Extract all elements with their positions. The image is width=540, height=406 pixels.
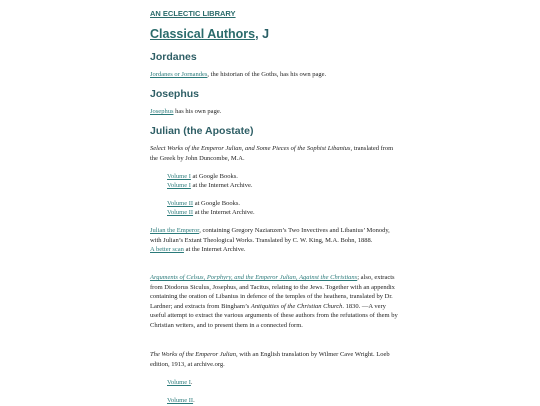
- better-scan-link[interactable]: A better scan: [150, 246, 184, 253]
- loeb-vol1-link[interactable]: Volume I: [167, 379, 191, 386]
- julian-select-works: [150, 144, 400, 163]
- celsus-link-title: Arguments of Celsus, Porphyry, and the Emperor Julian, Against the Christians: [150, 274, 358, 281]
- vol1-google-text: at Google Books.: [190, 173, 238, 180]
- loeb-vol1-item: [167, 378, 400, 388]
- vol1-archive-text: at the Internet Archive.: [190, 182, 253, 189]
- loeb-text: , with an English translation by Wilmer Cave Wright. Loeb edition, 1913, at archive.org.: [150, 351, 390, 368]
- vol1-archive-item: [167, 181, 400, 191]
- celsus-entry: [150, 273, 400, 330]
- celsus-text-2: . 1830. —A very useful attempt to extract the various arguments of these authors from the refutations of them by Christian writers, and to present them in a connected form.: [150, 302, 398, 329]
- loeb-vol2-text: .: [193, 397, 195, 404]
- celsus-text-1: ; also, extracts from Diodorus Siculus, Josephus, and Tacitus, relating to the Jews. Together with an appendix containing the oration of Libanius in defence of the temples of the heathens, translated by Dr. Lardner; and extracts from Bingham’s: [150, 274, 395, 310]
- loeb-title: The Works of the Emperor Julian: [150, 351, 236, 358]
- vol2-google-text: at Google Books.: [193, 200, 241, 207]
- heading-jordanes: Jordanes: [150, 51, 197, 63]
- better-scan-text: at the Internet Archive.: [183, 246, 246, 253]
- classical-authors-link[interactable]: Classical Authors: [150, 27, 256, 41]
- celsus-link[interactable]: [150, 274, 357, 281]
- site-home-link[interactable]: AN ECLECTIC LIBRARY: [150, 9, 236, 18]
- heading-josephus: Josephus: [150, 88, 200, 100]
- jordanes-text: , the historian of the Goths, has his own page.: [207, 71, 327, 78]
- josephus-entry: [150, 107, 400, 117]
- vol2-archive-text: at the Internet Archive.: [193, 209, 255, 216]
- heading-julian: Julian (the Apostate): [150, 125, 254, 137]
- loeb-vol2-item: [167, 396, 400, 406]
- page-title-suffix: , J: [255, 27, 270, 41]
- jordanes-link[interactable]: Jordanes or Jornandes: [150, 71, 208, 78]
- vol2-archive-link[interactable]: Volume II: [167, 209, 194, 216]
- vol1-archive-link[interactable]: Volume I: [167, 182, 191, 189]
- julian-emperor-entry: [150, 226, 400, 255]
- julian-emperor-text: , containing Gregory Nazianzen’s Two Invectives and Libanius’ Monody, with Julian’s Extant Theological Works. Translated by C. W. King, M.A. Bohn, 1888.: [150, 227, 390, 244]
- vol2-archive-item: [167, 208, 400, 218]
- vol2-google-link[interactable]: Volume II: [167, 200, 194, 207]
- loeb-vol1-text: .: [190, 379, 193, 386]
- select-works-text: , translated from the Greek by John Duncombe, M.A.: [150, 145, 394, 162]
- vol1-google-link[interactable]: Volume I: [167, 173, 191, 180]
- jordanes-entry: [150, 70, 400, 80]
- page-title: [150, 27, 269, 41]
- julian-emperor-link[interactable]: Julian the Emperor: [150, 227, 200, 234]
- josephus-text: has his own page.: [173, 108, 222, 115]
- josephus-link[interactable]: Josephus: [150, 108, 174, 115]
- antiquities-title: Antiquities of the Christian Church: [250, 302, 343, 310]
- loeb-vol2-link[interactable]: Volume II: [167, 397, 194, 404]
- select-works-title: Select Works of the Emperor Julian, and Some Pieces of the Sophist Libanius: [150, 145, 351, 152]
- loeb-entry: [150, 350, 400, 369]
